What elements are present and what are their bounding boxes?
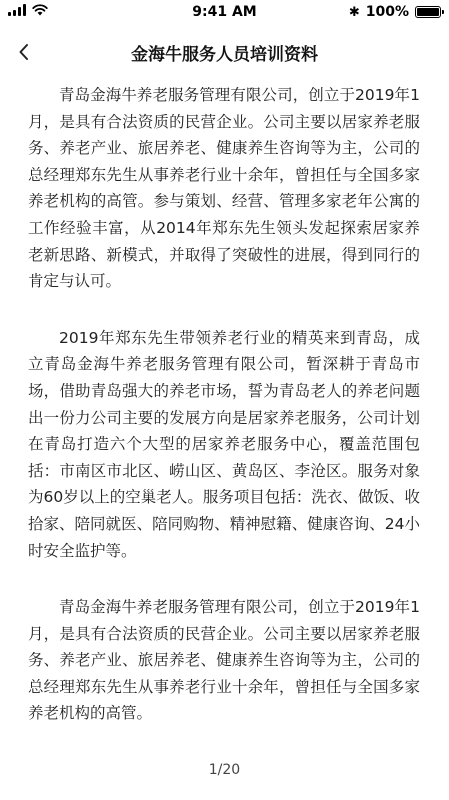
- status-time: 9:41 AM: [192, 4, 257, 20]
- paragraph-1: 青岛金海牛养老服务管理有限公司，创立于2019年1月，是具有合法资质的民营企业。公司主要以居家养老服务、养老产业、旅居养老、健康养生咨询等为主，公司的总经理郑东先生从事养老行业十余年，曾担任与全国多家养老机构的高管。参与策划、经营、管理多家老年公寓的工作经验丰富，从2014年郑东先生领头发起探索居家养老新思路、新模式，并取得了突破性的进展，得到同行的肯定与认可。: [28, 86, 420, 291]
- paragraph-2: 2019年郑东先生带领养老行业的精英来到青岛，成立青岛金海牛养老服务管理有限公司，暂深耕于青岛市场，借助青岛强大的养老市场，誓为青岛老人的养老问题出一份力公司主要的发展方向是居家养老服务，公司计划在青岛打造六个大型的居家养老服务中心，覆盖范围包括：市南区市北区、崂山区、黄岛区、李沧区。服务对象为60岁以上的空巢老人。服务项目包括：洗衣、做饭、收拾家、陪同就医、陪同购物、精神慰籍、健康咨询、24小时安全监护等。: [28, 328, 420, 560]
- status-right: [349, 4, 441, 20]
- status-bar: [0, 0, 449, 24]
- battery-icon: [415, 6, 441, 18]
- bluetooth-icon: ✱: [348, 4, 360, 20]
- nav-bar: [0, 28, 449, 76]
- paragraph-3: 青岛金海牛养老服务管理有限公司，创立于2019年1月，是具有合法资质的民营企业。公司主要以居家养老服务、养老产业、旅居养老、健康养生咨询等为主，公司的总经理郑东先生从事养老行业十余年，曾担任与全国多家养老机构的高管。: [28, 598, 420, 723]
- document-content: [28, 82, 420, 757]
- page-title: 金海牛服务人员培训资料: [131, 45, 318, 65]
- page-indicator: 1/20: [208, 762, 241, 778]
- battery-percent: 100%: [365, 4, 409, 20]
